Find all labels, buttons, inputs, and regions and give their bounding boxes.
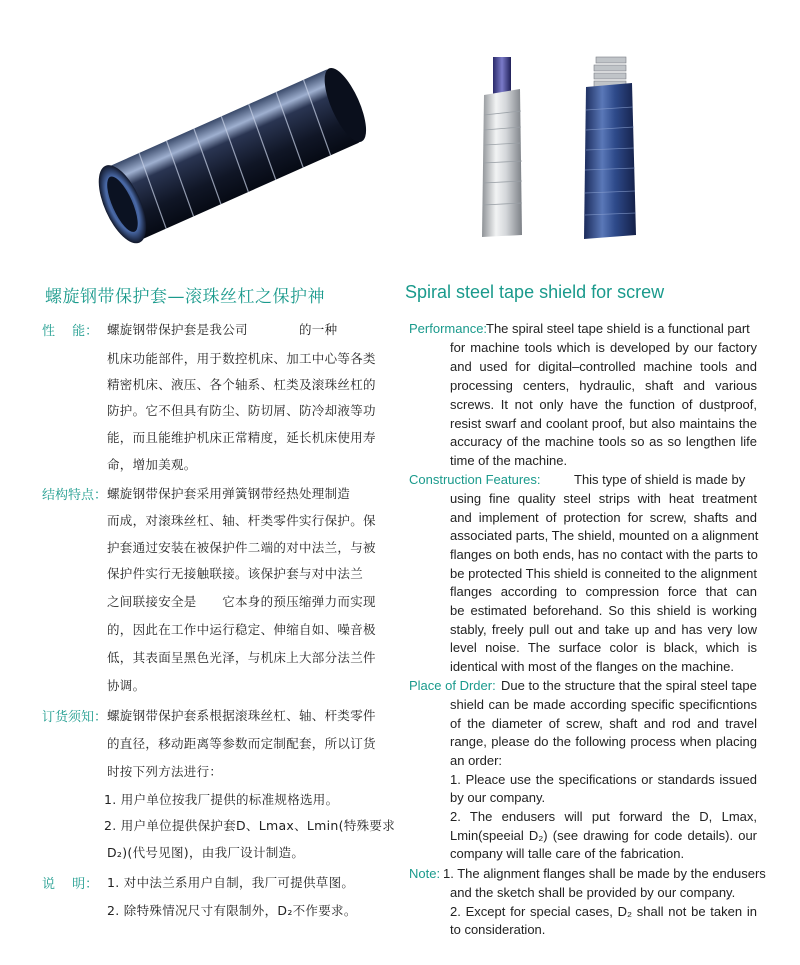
cn-text-line: 协调。 [107, 678, 146, 693]
cn-text-line: 之间联接安全是 它本身的预压缩弹力而实现 [107, 594, 376, 609]
en-text-line: of the diameter of screw, shaft and rod and travel [450, 716, 757, 731]
cn-text-line: 时按下列方法进行： [107, 764, 223, 779]
cn-text-line: 精密机床、液压、各个轴系、杠类及滚珠丝杠的 [107, 377, 376, 392]
spiral-shields-on-screws-image [470, 55, 660, 250]
cn-text-line: 能，而且能维护机床正常精度，延长机床使用寿 [107, 430, 376, 445]
en-text-line: by our company. [450, 790, 546, 805]
cn-text-line: 防护。它不但具有防尘、防切屑、防冷却液等功 [107, 403, 376, 418]
cn-text-line: 螺旋钢带保护套采用弹簧钢带经热处理制造 [107, 486, 351, 501]
chinese-title: 螺旋钢带保护套—滚珠丝杠之保护神 [45, 287, 325, 307]
cn-text-line: 1. 对中法兰系用户自制，我厂可提供草图。 [107, 875, 355, 890]
cn-text-line: 螺旋钢带保护套系根据滚珠丝杠、轴、杆类零件 [107, 708, 376, 723]
cn-text-line: 1. 用户单位按我厂提供的标准规格选用。 [104, 792, 339, 807]
en-construction-label: Construction Features: [409, 472, 541, 487]
cn-text-line: 螺旋钢带保护套是我公司 的一种 [107, 322, 338, 337]
en-text-line: and used for digital–controlled machine tools and [450, 359, 757, 374]
en-text-line: using fine quality steel strips with heat treatment [450, 491, 757, 506]
cn-performance-label: 性 能： [42, 324, 99, 339]
cn-text-line: 的，因此在工作中运行稳定、伸缩自如、噪音极 [107, 622, 376, 637]
en-text-line: time of the machine. [450, 453, 568, 468]
cn-text-line: 护套通过安装在被保护件二端的对中法兰，与被 [107, 540, 376, 555]
en-text-line: an order: [450, 753, 503, 768]
cn-text-line: 低，其表面呈黑色光泽，与机床上大部分法兰件 [107, 650, 376, 665]
cn-text-line: D₂)(代号见图)，由我厂设计制造。 [107, 845, 305, 860]
en-text-line: to consideration. [450, 922, 546, 937]
en-text-line: The spiral steel tape shield is a functional part [486, 321, 750, 336]
en-text-line: accuracy of the machine tools so as so lengthen life [450, 434, 757, 449]
cn-construction-label: 结构特点： [42, 488, 108, 503]
en-text-line: be estimated beforehand. So this shield is working [450, 603, 757, 618]
en-text-line: for machine tools which is developed by our factory [450, 340, 757, 355]
cn-text-line: 2. 除特殊情况尺寸有限制外，D₂不作要求。 [107, 903, 357, 918]
cn-text-line: 保护件实行无接触联接。该保护套与对中法兰 [107, 566, 364, 581]
en-text-line: 1. Pleace use the specifications or standards issued [450, 772, 757, 787]
en-text-line: associated parts, The shield, mounted on a alignment [450, 528, 759, 543]
en-text-line: stably, freely pull out and take up and has very low [450, 622, 757, 637]
en-text-line: level noise. The surface color is black, which is [450, 640, 757, 655]
en-text-line: screws. It not only have the function of dustproof, [450, 397, 757, 412]
en-text-line: range, please do the following process when placing [450, 734, 757, 749]
cn-order-label: 订货须知： [42, 710, 108, 725]
en-text-line: identical with most of the flanges on the machine. [450, 659, 734, 674]
cn-text-line: 机床功能部件，用于数控机床、加工中心等各类 [107, 351, 376, 366]
english-title: Spiral steel tape shield for screw [405, 282, 665, 302]
en-text-line: 1. The alignment flanges shall be made by the endusers [443, 866, 766, 881]
cn-text-line: 2. 用户单位提供保护套D、Lmax、Lmin(特殊要求 [104, 818, 396, 833]
en-text-line: and the sketch shall be provided by our company. [450, 885, 736, 900]
en-text-line: flanges on both ends, has no contact with the parts to [450, 547, 758, 562]
en-text-line: and implement of protection for screw, shafts and [450, 510, 757, 525]
cn-text-line: 而成，对滚珠丝杠、轴、杆类零件实行保护。保 [107, 513, 376, 528]
spiral-steel-tape-shield-tube-image [78, 60, 388, 250]
cn-text-line: 的直径，移动距离等参数而定制配套，所以订货 [107, 736, 376, 751]
en-text-line: 2. The endusers will put forward the D, Lmax, [450, 809, 757, 824]
en-text-line: Lmin(speeial D₂) (see drawing for code details). our [450, 828, 757, 843]
en-text-line: be protected This shield is conneited to the alignment [450, 566, 757, 581]
en-text-line: processing centers, hydraulic, shaft and various [450, 378, 757, 393]
en-order-label: Place of Drder: [409, 678, 496, 693]
en-text-line: company will talle care of the fabrication. [450, 846, 685, 861]
en-text-line: flanges according to compression force that can [450, 584, 757, 599]
en-text-line: Due to the structure that the spiral steel tape [501, 678, 757, 693]
en-performance-label: Performance: [409, 321, 488, 336]
en-text-line: shield can be made according specific specificntions [450, 697, 757, 712]
en-note-label: Note: [409, 866, 441, 881]
cn-text-line: 命，增加美观。 [107, 457, 197, 472]
en-text-line: 2. Except for special cases, D₂ shall not be taken in [450, 904, 757, 919]
en-text-line: resist swarf and coolant proof, but also maintains the [450, 416, 757, 431]
cn-notes-label: 说 明： [42, 877, 99, 892]
en-text-line: This type of shield is made by [574, 472, 746, 487]
